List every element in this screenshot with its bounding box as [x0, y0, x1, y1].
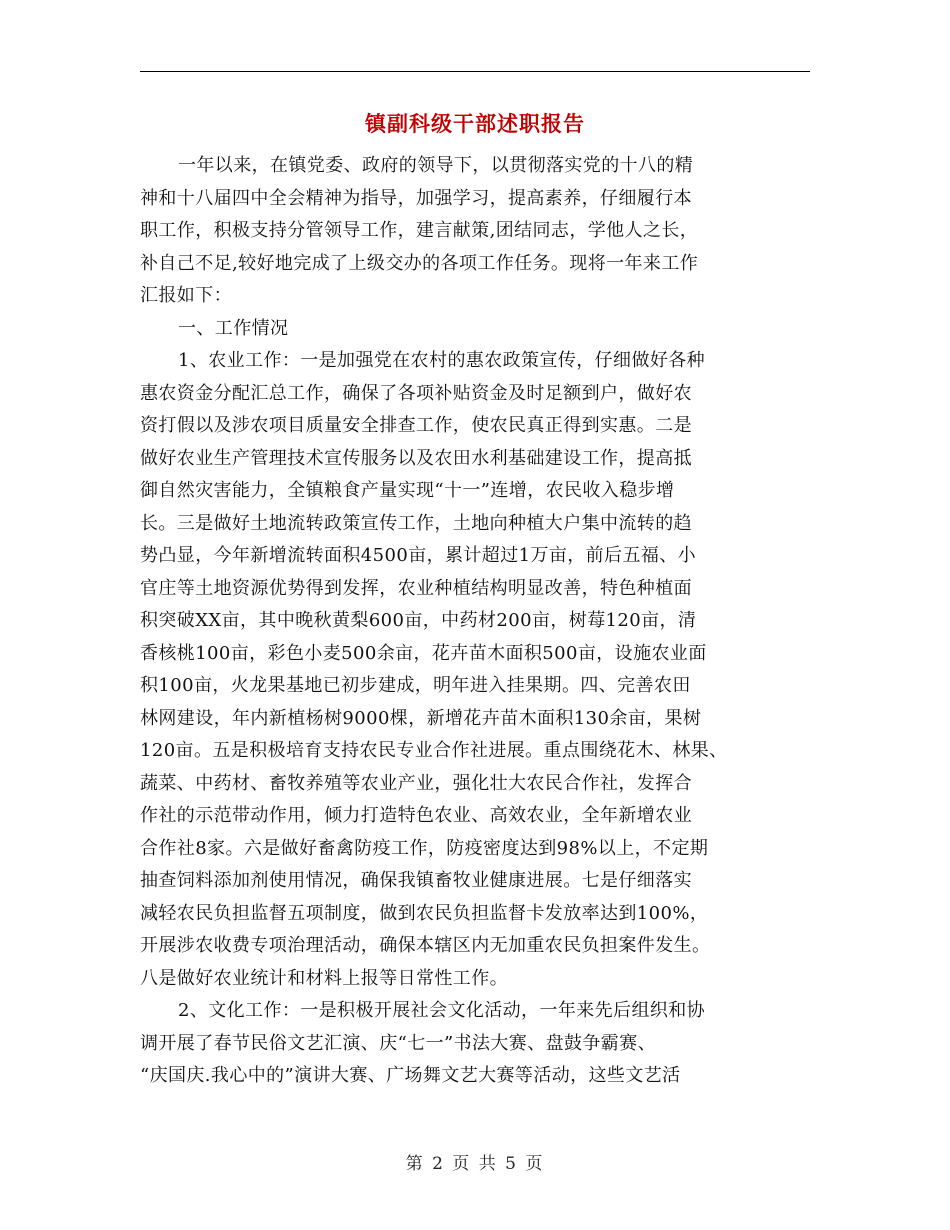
text-line: 120亩。五是积极培育支持农民专业合作社进展。重点围绕花木、林果、 — [140, 740, 728, 761]
section-heading — [140, 313, 810, 346]
text-line: 御自然灾害能力，全镇粮食产量实现“十一”连增，农民收入稳步增 — [140, 480, 675, 501]
text-line: 补自己不足,较好地完成了上级交办的各项工作任务。现将一年来工作 — [140, 252, 699, 274]
text-line: 开展涉农收费专项治理活动，确保本辖区内无加重农民负担案件发生。 — [140, 935, 711, 956]
agriculture-paragraph — [140, 345, 810, 995]
text-line: 积100亩，火龙果基地已初步建成，明年进入挂果期。四、完善农田 — [140, 675, 691, 696]
text-line: 一、工作情况 — [178, 317, 289, 339]
text-line: 八是做好农业统计和材料上报等日常性工作。 — [140, 967, 508, 989]
text-line: 1、农业工作：一是加强党在农村的惠农政策宣传，仔细做好各种 — [178, 350, 706, 371]
document-body — [140, 150, 810, 1093]
text-line: 长。三是做好土地流转政策宣传工作，土地向种植大户集中流转的趋 — [140, 512, 692, 534]
text-line: 惠农资金分配汇总工作，确保了各项补贴资金及时足额到户，做好农 — [140, 382, 692, 404]
text-line: “庆国庆.我心中的”演讲大赛、广场舞文艺大赛等活动，这些文艺活 — [140, 1065, 681, 1086]
text-line: 2、文化工作：一是积极开展社会文化活动，一年来先后组织和协 — [178, 1000, 706, 1021]
text-line: 一年以来，在镇党委、政府的领导下，以贯彻落实党的十八的精 — [178, 155, 694, 176]
text-line: 调开展了春节民俗文艺汇演、庆“七一”书法大赛、盘鼓争霸赛、 — [140, 1032, 657, 1054]
text-line: 职工作，积极支持分管领导工作，建言献策,团结同志，学他人之长， — [140, 220, 699, 241]
text-line: 蔬菜、中药材、畜牧养殖等农业产业，强化壮大农民合作社，发挥合 — [140, 772, 692, 794]
text-line: 减轻农民负担监督五项制度，做到农民负担监督卡发放率达到100%， — [140, 902, 709, 924]
text-line: 资打假以及涉农项目质量安全排查工作，使农民真正得到实惠。二是 — [140, 415, 692, 436]
text-line: 林网建设，年内新植杨树9000棵，新增花卉苗木面积130余亩，果树 — [140, 707, 702, 729]
document-title: 镇副科级干部述职报告 — [365, 111, 585, 136]
text-line: 抽查饲料添加剂使用情况，确保我镇畜牧业健康进展。七是仔细落实 — [140, 870, 692, 891]
text-line: 神和十八届四中全会精神为指导，加强学习，提高素养，仔细履行本 — [140, 187, 692, 209]
header-rule — [140, 71, 810, 72]
text-line: 合作社8家。六是做好畜禽防疫工作，防疫密度达到98%以上，不定期 — [140, 837, 709, 859]
text-line: 作社的示范带动作用，倾力打造特色农业、高效农业，全年新增农业 — [140, 805, 692, 826]
intro-paragraph — [140, 150, 810, 313]
text-line: 官庄等土地资源优势得到发挥，农业种植结构明显改善，特色种植面 — [140, 577, 692, 599]
text-line: 做好农业生产管理技术宣传服务以及农田水利基础建设工作，提高抵 — [140, 447, 692, 469]
text-line: 汇报如下： — [140, 285, 232, 306]
text-line: 积突破XX亩，其中晚秋黄梨600亩，中药材200亩，树莓120亩，清 — [140, 610, 697, 631]
culture-paragraph — [140, 995, 810, 1093]
page-number-footer: 第 2 页 共 5 页 — [405, 1154, 545, 1174]
text-line: 香核桃100亩，彩色小麦500余亩，花卉苗木面积500亩，设施农业面 — [140, 642, 707, 664]
text-line: 势凸显，今年新增流转面积4500亩，累计超过1万亩，前后五福、小 — [140, 545, 697, 566]
